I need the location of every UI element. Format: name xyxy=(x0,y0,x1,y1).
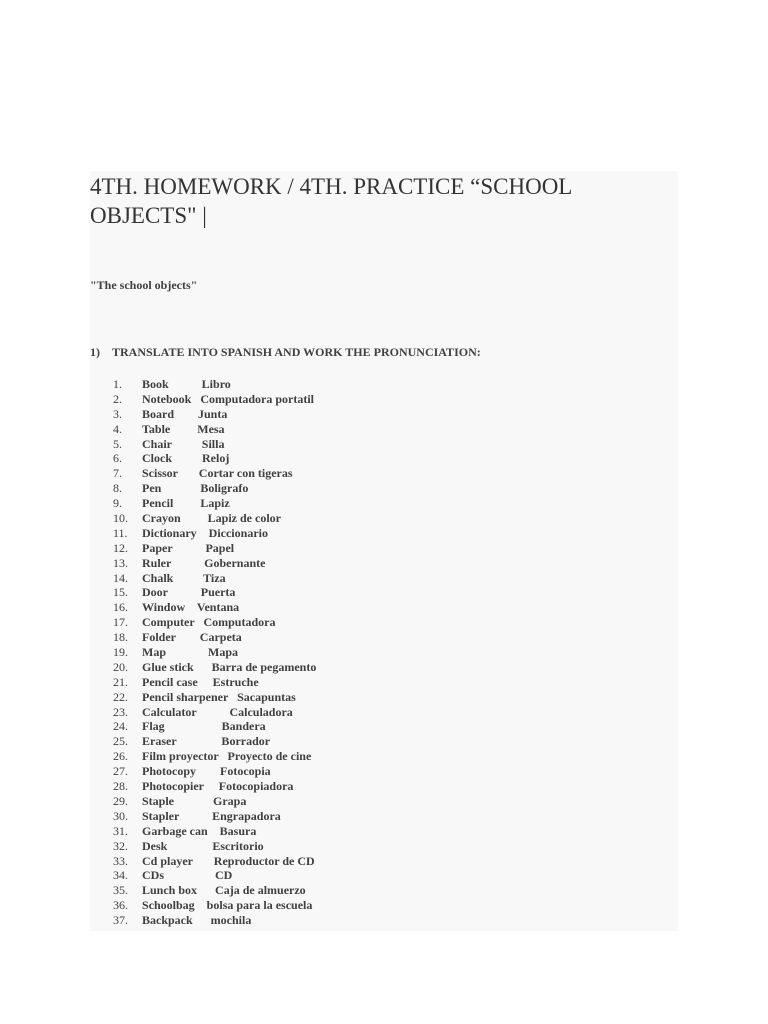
list-item-text: Photocopier Fotocopiadora xyxy=(142,779,294,794)
list-item xyxy=(90,615,316,630)
list-item-number: 31. xyxy=(113,823,128,838)
list-item-number: 22. xyxy=(113,689,128,704)
list-item-number: 36. xyxy=(113,898,128,913)
list-item-number: 10. xyxy=(113,511,128,526)
list-item-text: CDs CD xyxy=(142,868,233,883)
list-item-text: Board Junta xyxy=(142,406,228,421)
list-item xyxy=(90,407,316,422)
list-item-number: 30. xyxy=(113,808,128,823)
list-item-number: 1. xyxy=(113,377,122,391)
list-item xyxy=(90,585,316,600)
list-item xyxy=(90,630,316,645)
list-item-number: 3. xyxy=(113,406,122,421)
list-item xyxy=(90,422,316,437)
list-item-number: 35. xyxy=(113,883,128,898)
exercise-text: TRANSLATE INTO SPANISH AND WORK THE PRONUNCIATION: xyxy=(112,345,481,359)
list-item-text: Notebook Computadora portatil xyxy=(142,391,315,406)
subtitle: "The school objects" xyxy=(90,278,198,292)
list-item-number: 4. xyxy=(113,421,122,436)
list-item-number: 29. xyxy=(113,793,128,808)
list-item-text: Schoolbag bolsa para la escuela xyxy=(142,898,313,913)
list-item-number: 8. xyxy=(113,481,122,496)
list-item-number: 15. xyxy=(113,585,128,600)
list-item-text: Pencil Lapiz xyxy=(142,496,230,511)
list-item-text: Window Ventana xyxy=(142,600,240,615)
list-item-text: Crayon Lapiz de color xyxy=(142,511,281,526)
list-item-text: Paper Papel xyxy=(142,540,235,555)
list-item-number: 28. xyxy=(113,779,128,794)
list-item xyxy=(90,556,316,571)
list-item-text: Computer Computadora xyxy=(142,615,276,630)
list-item-number: 16. xyxy=(113,600,128,615)
list-item-number: 23. xyxy=(113,704,128,719)
list-item xyxy=(90,526,316,541)
list-item-number: 11. xyxy=(113,525,128,540)
list-item-number: 34. xyxy=(113,868,128,883)
list-item-number: 13. xyxy=(113,555,128,570)
list-item-text: Stapler Engrapadora xyxy=(142,808,281,823)
list-item xyxy=(90,377,316,392)
list-item xyxy=(90,675,316,690)
list-item xyxy=(90,600,316,615)
list-item-text: Backpack mochila xyxy=(142,913,252,928)
list-item xyxy=(90,809,316,824)
list-item xyxy=(90,839,316,854)
list-item-number: 7. xyxy=(113,466,122,481)
list-item-number: 25. xyxy=(113,734,128,749)
list-item-text: Clock Reloj xyxy=(142,451,230,466)
list-item xyxy=(90,392,316,407)
list-item-text: Pencil case Estruche xyxy=(142,674,259,689)
list-item xyxy=(90,705,316,720)
list-item xyxy=(90,496,316,511)
list-item xyxy=(90,898,316,913)
list-item xyxy=(90,719,316,734)
list-item-number: 32. xyxy=(113,838,128,853)
list-item-number: 27. xyxy=(113,764,128,779)
list-item-number: 18. xyxy=(113,630,128,645)
list-item-text: Folder Carpeta xyxy=(142,630,242,645)
list-item xyxy=(90,764,316,779)
document-content xyxy=(90,171,678,931)
list-item-number: 9. xyxy=(113,496,122,511)
list-item-number: 21. xyxy=(113,674,128,689)
list-item xyxy=(90,437,316,452)
list-item xyxy=(90,466,316,481)
list-item-text: Door Puerta xyxy=(142,585,236,600)
list-item xyxy=(90,824,316,839)
list-item-number: 12. xyxy=(113,540,128,555)
list-item-text: Calculator Calculadora xyxy=(142,704,293,719)
list-item-text: Flag Bandera xyxy=(142,719,266,734)
exercise-instruction xyxy=(90,345,481,360)
list-item-number: 26. xyxy=(113,749,128,764)
list-item xyxy=(90,883,316,898)
exercise-number: 1) xyxy=(90,345,100,359)
list-item-text: Pen Boligrafo xyxy=(142,481,249,496)
list-item xyxy=(90,734,316,749)
list-item-text: Garbage can Basura xyxy=(142,823,257,838)
list-item-text: Book Libro xyxy=(142,377,231,391)
list-item-number: 14. xyxy=(113,570,128,585)
list-item-text: Chalk Tiza xyxy=(142,570,226,585)
list-item-number: 5. xyxy=(113,436,122,451)
list-item xyxy=(90,749,316,764)
list-item-number: 19. xyxy=(113,645,128,660)
list-item-text: Pencil sharpener Sacapuntas xyxy=(142,689,296,704)
list-item-text: Chair Silla xyxy=(142,436,225,451)
list-item xyxy=(90,868,316,883)
list-item xyxy=(90,511,316,526)
list-item-number: 37. xyxy=(113,913,128,928)
vocabulary-list xyxy=(90,377,316,928)
list-item xyxy=(90,913,316,928)
list-item-number: 6. xyxy=(113,451,122,466)
list-item-number: 33. xyxy=(113,853,128,868)
list-item-text: Eraser Borrador xyxy=(142,734,271,749)
list-item-text: Dictionary Diccionario xyxy=(142,525,268,540)
page-title: 4TH. HOMEWORK / 4TH. PRACTICE “SCHOOL OBJECTS" | xyxy=(90,174,572,228)
list-item xyxy=(90,794,316,809)
list-item xyxy=(90,541,316,556)
list-item xyxy=(90,660,316,675)
list-item-number: 17. xyxy=(113,615,128,630)
list-item xyxy=(90,571,316,586)
list-item xyxy=(90,690,316,705)
list-item-text: Desk Escritorio xyxy=(142,838,264,853)
list-item-number: 2. xyxy=(113,391,122,406)
list-item-text: Lunch box Caja de almuerzo xyxy=(142,883,306,898)
list-item xyxy=(90,779,316,794)
list-item-text: Ruler Gobernante xyxy=(142,555,266,570)
list-item-number: 24. xyxy=(113,719,128,734)
list-item xyxy=(90,645,316,660)
list-item-text: Film proyector Proyecto de cine xyxy=(142,749,312,764)
list-item-text: Glue stick Barra de pegamento xyxy=(142,659,317,674)
list-item xyxy=(90,451,316,466)
list-item xyxy=(90,854,316,869)
list-item-number: 20. xyxy=(113,659,128,674)
list-item-text: Table Mesa xyxy=(142,421,225,436)
list-item xyxy=(90,481,316,496)
list-item-text: Map Mapa xyxy=(142,645,238,660)
list-item-text: Photocopy Fotocopia xyxy=(142,764,271,779)
list-item-text: Staple Grapa xyxy=(142,793,247,808)
list-item-text: Cd player Reproductor de CD xyxy=(142,853,315,868)
list-item-text: Scissor Cortar con tigeras xyxy=(142,466,293,481)
